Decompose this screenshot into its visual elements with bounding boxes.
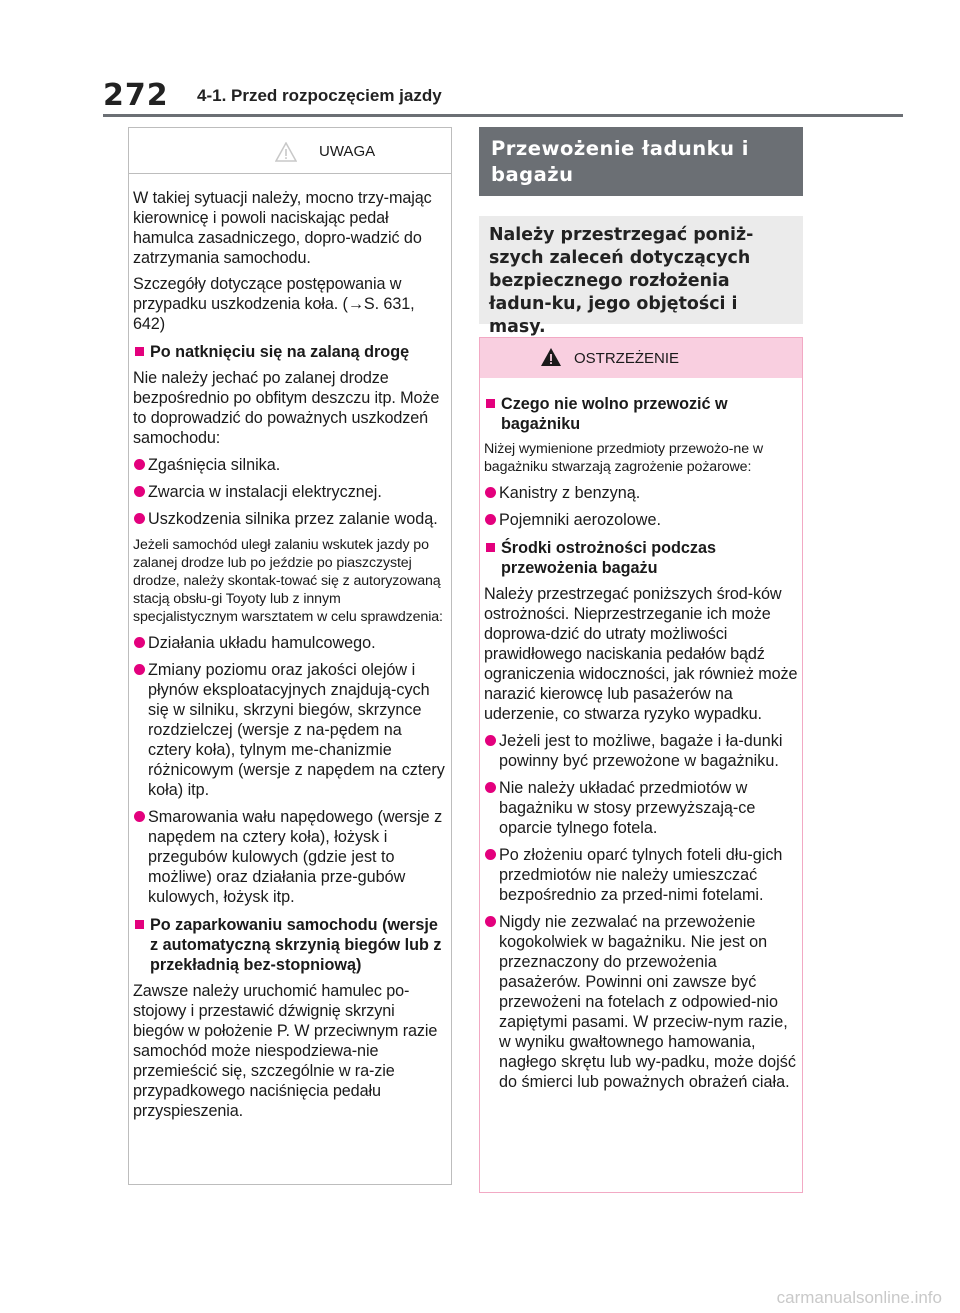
note-body bbox=[129, 174, 451, 1121]
list-item-text: Po złożeniu oparć tylnych foteli dłu-gich przedmiotów nie należy umieszczać bezpośrednio za przed-nimi fotelami. bbox=[499, 846, 783, 904]
list-item bbox=[484, 510, 798, 530]
round-bullet-icon bbox=[485, 514, 496, 525]
warning-header bbox=[480, 338, 802, 378]
list-item-text: Jeżeli jest to możliwe, bagaże i ła-dunki powinny być przewożone w bagażniku. bbox=[499, 732, 783, 770]
list-item-text: Kanistry z benzyną. bbox=[499, 484, 641, 502]
round-bullet-icon bbox=[485, 916, 496, 927]
note-box bbox=[128, 127, 452, 1185]
section-title: 4-1. Przed rozpoczęciem jazdy bbox=[197, 86, 442, 105]
list-item-text: Nigdy nie zezwalać na przewożenie kogokolwiek w bagażniku. Nie jest on przeznaczony do przewożenia pasażerów. Powinni oni zawsze być przewożeni na fotelach z odpowied-nio zapiętymi pasami. W przeciw-nym razie, w wyniku gwałtownego hamowania, nagłego skrętu lub wy-padku, może dojść do śmierci lub poważnych obrażeń ciała. bbox=[499, 913, 796, 1091]
subheading-text: Środki ostrożności podczas przewożenia bagażu bbox=[501, 539, 716, 577]
page-number: 272 bbox=[103, 78, 169, 113]
round-bullet-icon bbox=[485, 735, 496, 746]
warning-box bbox=[479, 337, 803, 1193]
list-item bbox=[484, 912, 798, 1092]
caution-icon bbox=[275, 142, 297, 162]
list-item bbox=[133, 455, 447, 475]
note-subheading bbox=[133, 915, 447, 975]
round-bullet-icon bbox=[134, 459, 145, 470]
list-item-text: Smarowania wału napędowego (wersje z napędem na cztery koła), łożysk i przegubów kulowych (gdzie jest to możliwe) oraz działania prze-gubów kulowych, łożysk itp. bbox=[148, 808, 443, 906]
round-bullet-icon bbox=[134, 811, 145, 822]
round-bullet-icon bbox=[485, 849, 496, 860]
warning-subheading bbox=[484, 394, 798, 434]
list-item bbox=[484, 483, 798, 503]
subheading-text: Po zaparkowaniu samochodu (wersje z automatyczną skrzynią biegów lub z przekładnią bez-stopniową) bbox=[150, 916, 442, 974]
round-bullet-icon bbox=[134, 664, 145, 675]
list-item bbox=[133, 807, 447, 907]
square-bullet-icon bbox=[135, 920, 144, 929]
round-bullet-icon bbox=[134, 513, 145, 524]
square-bullet-icon bbox=[135, 347, 144, 356]
list-item bbox=[484, 845, 798, 905]
warning-paragraph: Należy przestrzegać poniższych środ-ków ostrożności. Nieprzestrzeganie ich może doprowa-dzić do utraty możliwości prawidłowego naciskania pedałów bądź ograniczenia widoczności, jak również może narazić kierowcę lub pasażerów na uderzenie, co stwarza ryzyko wypadku. bbox=[484, 585, 798, 723]
round-bullet-icon bbox=[485, 782, 496, 793]
list-item-text: Zmiany poziomu oraz jakości olejów i płynów eksploatacyjnych znajdują-cych się w silniku, skrzyni biegów, skrzynce rozdzielczej (wersje z na-pędem na cztery koła), tylnym me-chanizmie różnicowym (wersje z napędem na cztery koła) itp. bbox=[148, 661, 445, 799]
note-paragraph: Zawsze należy uruchomić hamulec po-stojowy i przestawić dźwignię skrzyni biegów w położenie P. W przeciwnym razie samochód może niespodziewa-nie przemieścić się, szczególnie w ra-zie przypadkowego naciśnięcia pedału przyspieszenia. bbox=[133, 982, 438, 1120]
list-item-text: Nie należy układać przedmiotów w bagażniku w stosy przewyższają-ce oparcie tylnego fotela. bbox=[499, 779, 756, 837]
warning-body bbox=[480, 378, 802, 1092]
list-item bbox=[133, 509, 447, 529]
list-item bbox=[484, 731, 798, 771]
list-item-text: Pojemniki aerozolowe. bbox=[499, 511, 661, 529]
watermark: carmanualsonline.info bbox=[776, 1288, 942, 1307]
page-header bbox=[103, 72, 903, 118]
subheading-text: Po natknięciu się na zalaną drogę bbox=[150, 343, 410, 361]
square-bullet-icon bbox=[486, 543, 495, 552]
warning-icon bbox=[540, 347, 562, 367]
list-item bbox=[484, 778, 798, 838]
square-bullet-icon bbox=[486, 399, 495, 408]
warning-paragraph: Niżej wymienione przedmioty przewożo-ne w bagażniku stwarzają zagrożenie pożarowe: bbox=[484, 441, 763, 475]
header-divider bbox=[103, 114, 903, 117]
note-header bbox=[129, 128, 451, 174]
list-item-text: Zwarcia w instalacji elektrycznej. bbox=[148, 483, 382, 501]
note-paragraph: Szczegóły dotyczące postępowania w przypadku uszkodzenia koła. (→S. 631, 642) bbox=[133, 275, 415, 333]
subheading-text: Czego nie wolno przewozić w bagażniku bbox=[501, 395, 728, 433]
round-bullet-icon bbox=[485, 487, 496, 498]
note-title: UWAGA bbox=[319, 143, 376, 160]
round-bullet-icon bbox=[134, 486, 145, 497]
list-item bbox=[133, 482, 447, 502]
list-item-text: Uszkodzenia silnika przez zalanie wodą. bbox=[148, 510, 438, 528]
list-item-text: Zgaśnięcia silnika. bbox=[148, 456, 281, 474]
intro-box: Należy przestrzegać poniż-szych zaleceń dotyczących bezpiecznego rozłożenia ładun-ku, jego objętości i masy. bbox=[479, 216, 803, 324]
list-item-text: Działania układu hamulcowego. bbox=[148, 634, 376, 652]
note-paragraph: Jeżeli samochód uległ zalaniu wskutek jazdy po zalanej drodze lub po jeździe po piaszczystej drodze, należy skontak-tować się z autoryzowaną stacją obsłu-gi Toyoty lub z innym specjalistycznym warsztatem w celu sprawdzenia: bbox=[133, 537, 443, 625]
section-heading: Przewożenie ładunku i bagażu bbox=[479, 127, 803, 196]
warning-title: OSTRZEŻENIE bbox=[574, 350, 680, 367]
note-paragraph: Nie należy jechać po zalanej drodze bezpośrednio po obfitym deszczu itp. Może to doprowadzić do poważnych uszkodzeń samochodu: bbox=[133, 369, 440, 447]
warning-subheading bbox=[484, 538, 798, 578]
note-paragraph: W takiej sytuacji należy, mocno trzy-mając kierownicę i powoli naciskając pedał hamulca zasadniczego, dopro-wadzić do zatrzymania samochodu. bbox=[133, 189, 432, 267]
list-item bbox=[133, 660, 447, 800]
note-subheading bbox=[133, 342, 447, 362]
list-item bbox=[133, 633, 447, 653]
round-bullet-icon bbox=[134, 637, 145, 648]
